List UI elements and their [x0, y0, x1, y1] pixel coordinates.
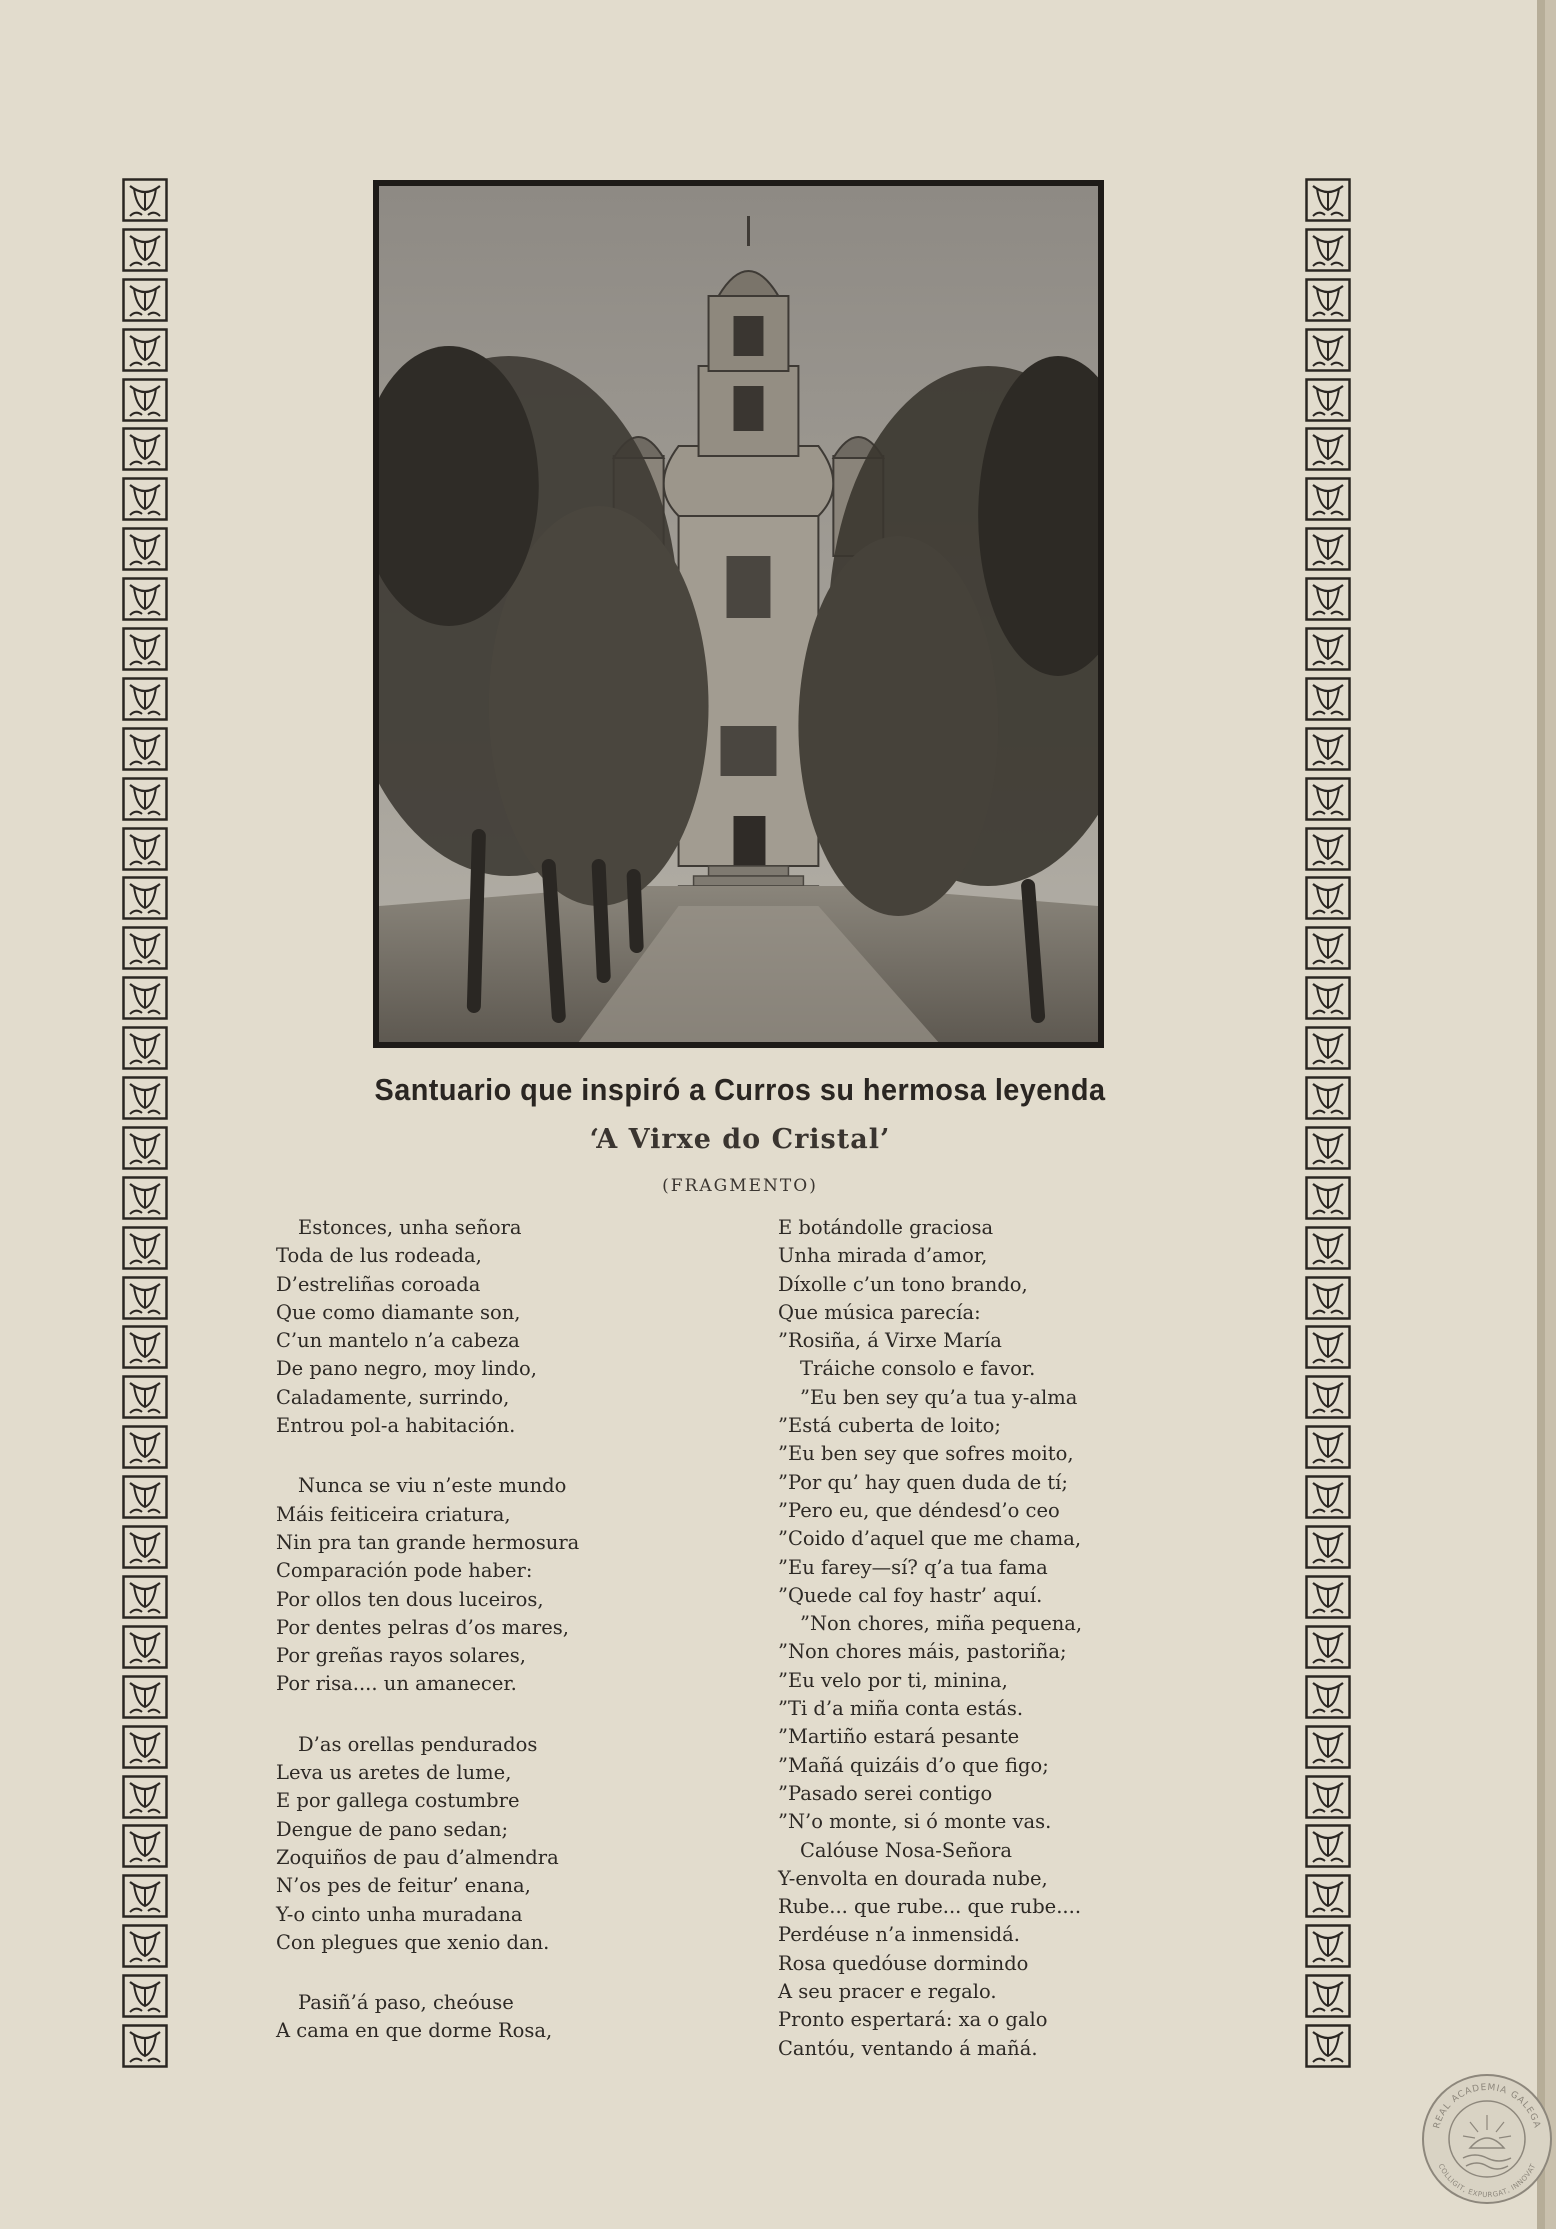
right-ornamental-border — [1305, 178, 1355, 2068]
art-nouveau-ornament-icon — [122, 1725, 168, 1769]
art-nouveau-ornament-icon — [1305, 677, 1351, 721]
poem-line: Que música parecía: — [778, 1300, 981, 1324]
art-nouveau-ornament-icon — [1305, 1375, 1351, 1419]
art-nouveau-ornament-icon — [122, 1375, 168, 1419]
poem-line: Por dentes pelras d’os mares, — [276, 1615, 569, 1639]
poem-line: Toda de lus rodeada, — [276, 1244, 482, 1268]
left-ornamental-border — [122, 178, 172, 2068]
art-nouveau-ornament-icon — [122, 1475, 168, 1519]
art-nouveau-ornament-icon — [1305, 577, 1351, 621]
art-nouveau-ornament-icon — [122, 727, 168, 771]
poem-line: Díxolle c’un tono brando, — [778, 1272, 1028, 1296]
photo-caption: Santuario que inspiró a Curros su hermosa leyenda — [374, 1072, 1106, 1107]
poem-line: Por greñas rayos solares, — [276, 1644, 526, 1668]
art-nouveau-ornament-icon — [122, 1525, 168, 1569]
art-nouveau-ornament-icon — [1305, 1924, 1351, 1968]
art-nouveau-ornament-icon — [1305, 1675, 1351, 1719]
poem-line: Máis feiticeira criatura, — [276, 1502, 511, 1526]
art-nouveau-ornament-icon — [122, 427, 168, 471]
art-nouveau-ornament-icon — [122, 1276, 168, 1320]
art-nouveau-ornament-icon — [1305, 278, 1351, 322]
poem-line: Rube... que rube... que rube.... — [778, 1895, 1082, 1919]
art-nouveau-ornament-icon — [1305, 1325, 1351, 1369]
art-nouveau-ornament-icon — [122, 1625, 168, 1669]
seal-top-text: REAL ACADEMIA GALEGA — [1432, 2082, 1542, 2130]
art-nouveau-ornament-icon — [1305, 328, 1351, 372]
art-nouveau-ornament-icon — [122, 1974, 168, 2018]
poem-line: Con plegues que xenio dan. — [276, 1930, 550, 1954]
art-nouveau-ornament-icon — [1305, 1874, 1351, 1918]
poem-line: ”Eu ben sey qu’a tua y-alma — [800, 1385, 1078, 1409]
art-nouveau-ornament-icon — [122, 328, 168, 372]
poem-line: ”Pasado serei contigo — [778, 1781, 993, 1805]
art-nouveau-ornament-icon — [122, 1575, 168, 1619]
poem-line: Pronto espertará: xa o galo — [778, 2008, 1048, 2032]
art-nouveau-ornament-icon — [122, 178, 168, 222]
art-nouveau-ornament-icon — [1305, 1026, 1351, 1070]
art-nouveau-ornament-icon — [122, 777, 168, 821]
art-nouveau-ornament-icon — [1305, 727, 1351, 771]
poem-line: ”Ti d’a miña conta estás. — [778, 1697, 1024, 1721]
poem-line: ”Pero eu, que déndesd’o ceo — [778, 1498, 1060, 1522]
art-nouveau-ornament-icon — [122, 1226, 168, 1270]
poem-line: ”Non chores máis, pastoriña; — [778, 1640, 1067, 1664]
art-nouveau-ornament-icon — [122, 1874, 168, 1918]
poem-line: ”Rosiña, á Virxe María — [778, 1329, 1002, 1353]
art-nouveau-ornament-icon — [122, 1026, 168, 1070]
poem-line: D’estreliñas coroada — [276, 1272, 481, 1296]
art-nouveau-ornament-icon — [122, 1824, 168, 1868]
poem-line: Nin pra tan grande hermosura — [276, 1530, 580, 1554]
art-nouveau-ornament-icon — [122, 477, 168, 521]
poem-line: ”Quede cal foy hastr’ aquí. — [778, 1583, 1043, 1607]
art-nouveau-ornament-icon — [1305, 1276, 1351, 1320]
art-nouveau-ornament-icon — [1305, 876, 1351, 920]
poem-line: ”Eu velo por ti, minina, — [778, 1668, 1008, 1692]
art-nouveau-ornament-icon — [122, 926, 168, 970]
art-nouveau-ornament-icon — [122, 1325, 168, 1369]
poem-line: ”Está cuberta de loito; — [778, 1414, 1001, 1438]
art-nouveau-ornament-icon — [1305, 627, 1351, 671]
poem-line: ”Martiño estará pesante — [778, 1725, 1020, 1749]
poem-line: Dengue de pano sedan; — [276, 1817, 509, 1841]
poem-line: Zoquiños de pau d’almendra — [276, 1845, 559, 1869]
art-nouveau-ornament-icon — [1305, 1575, 1351, 1619]
art-nouveau-ornament-icon — [122, 1425, 168, 1469]
art-nouveau-ornament-icon — [1305, 1625, 1351, 1669]
art-nouveau-ornament-icon — [122, 677, 168, 721]
poem-line: Que como diamante son, — [276, 1300, 521, 1324]
poem-column-left — [276, 1214, 666, 2046]
seal-bottom-text: COLLIGIT, EXPURGAT, INNOVAT — [1436, 2162, 1538, 2200]
sanctuary-photograph — [373, 180, 1104, 1048]
poem-line: Pasiñ’á paso, cheóuse — [298, 1991, 514, 2015]
art-nouveau-ornament-icon — [122, 1775, 168, 1819]
poem-line: ”Coido d’aquel que me chama, — [778, 1527, 1082, 1551]
poem-line: ”Eu farey—sí? q’a tua fama — [778, 1555, 1048, 1579]
poem-line: Estonces, unha señora — [298, 1216, 522, 1239]
art-nouveau-ornament-icon — [122, 976, 168, 1020]
art-nouveau-ornament-icon — [1305, 1475, 1351, 1519]
art-nouveau-ornament-icon — [1305, 2024, 1351, 2068]
poem-line: ”N’o monte, si ó monte vas. — [778, 1810, 1052, 1834]
poem-column-right — [778, 1214, 1208, 2063]
poem-line: E botándolle graciosa — [778, 1216, 994, 1239]
poem-line: C’un mantelo n’a cabeza — [276, 1329, 520, 1353]
poem-line: Tráiche consolo e favor. — [800, 1357, 1036, 1381]
poem-line: ”Mañá quizáis d’o que figo; — [778, 1753, 1049, 1777]
poem-line: De pano negro, moy lindo, — [276, 1357, 537, 1381]
poem-line: Perdéuse n’a inmensidá. — [778, 1923, 1020, 1947]
art-nouveau-ornament-icon — [1305, 777, 1351, 821]
poem-line: E por gallega costumbre — [276, 1789, 520, 1813]
art-nouveau-ornament-icon — [122, 577, 168, 621]
poem-line: Leva us aretes de lume, — [276, 1761, 512, 1785]
poem-line: A seu pracer e regalo. — [778, 1980, 997, 2004]
art-nouveau-ornament-icon — [122, 228, 168, 272]
art-nouveau-ornament-icon — [122, 827, 168, 871]
art-nouveau-ornament-icon — [1305, 178, 1351, 222]
poem-line: Caladamente, surrindo, — [276, 1385, 510, 1409]
poem-line: Cantóu, ventando á mañá. — [778, 2036, 1038, 2060]
art-nouveau-ornament-icon — [122, 1126, 168, 1170]
poem-title: ‘A Virxe do Cristal’ — [589, 1124, 891, 1155]
art-nouveau-ornament-icon — [1305, 1824, 1351, 1868]
art-nouveau-ornament-icon — [1305, 228, 1351, 272]
poem-line: A cama en que dorme Rosa, — [276, 2019, 553, 2043]
art-nouveau-ornament-icon — [1305, 1525, 1351, 1569]
art-nouveau-ornament-icon — [1305, 378, 1351, 422]
art-nouveau-ornament-icon — [122, 1176, 168, 1220]
art-nouveau-ornament-icon — [122, 1924, 168, 1968]
poem-line: D’as orellas pendurados — [298, 1732, 538, 1756]
poem-line: Comparación pode haber: — [276, 1559, 533, 1583]
poem-line: Y-envolta en dourada nube, — [778, 1866, 1048, 1890]
poem-line: ”Eu ben sey que sofres moito, — [778, 1442, 1074, 1466]
art-nouveau-ornament-icon — [1305, 1775, 1351, 1819]
poem-line: Rosa quedóuse dormindo — [778, 1951, 1029, 1975]
art-nouveau-ornament-icon — [1305, 1176, 1351, 1220]
art-nouveau-ornament-icon — [1305, 427, 1351, 471]
poem-line: Entrou pol-a habitación. — [276, 1414, 516, 1438]
art-nouveau-ornament-icon — [1305, 976, 1351, 1020]
poem-line: Unha mirada d’amor, — [778, 1244, 988, 1268]
poem-line: Nunca se viu n’este mundo — [298, 1474, 567, 1498]
art-nouveau-ornament-icon — [122, 278, 168, 322]
academy-seal-icon — [1418, 2070, 1556, 2208]
art-nouveau-ornament-icon — [122, 1675, 168, 1719]
art-nouveau-ornament-icon — [122, 1076, 168, 1120]
art-nouveau-ornament-icon — [1305, 1126, 1351, 1170]
art-nouveau-ornament-icon — [1305, 527, 1351, 571]
fragment-label: (FRAGMENTO) — [662, 1176, 818, 1196]
poem-line: ”Por qu’ hay quen duda de tí; — [778, 1470, 1068, 1494]
art-nouveau-ornament-icon — [1305, 1725, 1351, 1769]
art-nouveau-ornament-icon — [122, 876, 168, 920]
art-nouveau-ornament-icon — [122, 527, 168, 571]
poem-line: Por ollos ten dous luceiros, — [276, 1587, 544, 1611]
art-nouveau-ornament-icon — [122, 627, 168, 671]
art-nouveau-ornament-icon — [1305, 926, 1351, 970]
art-nouveau-ornament-icon — [1305, 1974, 1351, 2018]
art-nouveau-ornament-icon — [1305, 1076, 1351, 1120]
art-nouveau-ornament-icon — [1305, 1425, 1351, 1469]
poem-line: Por risa.... un amanecer. — [276, 1672, 517, 1696]
art-nouveau-ornament-icon — [122, 378, 168, 422]
art-nouveau-ornament-icon — [122, 2024, 168, 2068]
poem-line: N’os pes de feitur’ enana, — [276, 1874, 531, 1898]
art-nouveau-ornament-icon — [1305, 477, 1351, 521]
art-nouveau-ornament-icon — [1305, 827, 1351, 871]
art-nouveau-ornament-icon — [1305, 1226, 1351, 1270]
poem-line: Y-o cinto unha muradana — [276, 1902, 523, 1926]
church-photo-image — [379, 186, 1098, 1042]
poem-line: Calóuse Nosa-Señora — [800, 1838, 1012, 1862]
poem-line: ”Non chores, miña pequena, — [800, 1612, 1083, 1636]
